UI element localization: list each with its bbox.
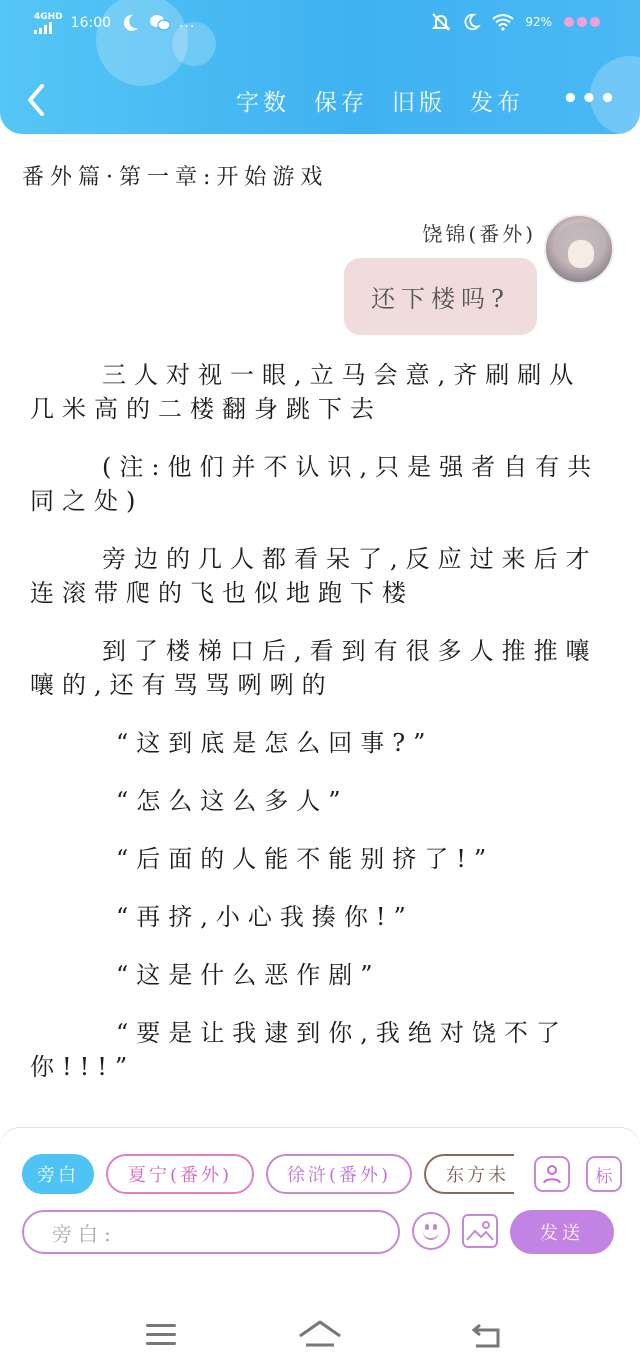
word-count-button[interactable]: 字数 — [236, 90, 290, 116]
picture-glyph — [464, 1216, 496, 1246]
signal-icon — [34, 22, 63, 34]
more-menu-button[interactable]: ••• — [562, 84, 618, 114]
wifi-icon — [491, 13, 515, 31]
story-quote: “要是让我逮到你,我绝对饶不了你!!!” — [30, 1019, 568, 1081]
chapter-title: 番外篇·第一章:开始游戏 — [22, 165, 329, 190]
character-chip[interactable]: 东方未 — [424, 1154, 514, 1194]
story-quote: “后面的人能不能别挤了!” — [116, 845, 495, 873]
network-type: 4GHD — [34, 11, 63, 22]
emoji-icon[interactable] — [412, 1212, 450, 1250]
story-quote: “怎么这么多人” — [116, 787, 349, 815]
image-icon[interactable] — [462, 1214, 498, 1248]
wechat-icon — [149, 13, 171, 33]
app-header — [0, 0, 640, 134]
character-selector — [22, 1154, 514, 1194]
person-icon — [540, 1162, 564, 1186]
moon-icon — [119, 12, 141, 34]
dnd-moon-icon — [461, 12, 481, 32]
story-body — [30, 358, 610, 1108]
back-icon[interactable] — [22, 80, 52, 120]
character-chip[interactable]: 徐浒(番外) — [266, 1154, 412, 1194]
story-paragraph: 到了楼梯口后,看到有很多人推推嚷嚷的,还有骂骂咧咧的 — [30, 637, 598, 699]
save-button[interactable]: 保存 — [314, 90, 368, 116]
send-button[interactable]: 发送 — [510, 1210, 614, 1254]
system-nav-bar — [0, 1298, 640, 1372]
dialog-bubble[interactable]: 还下楼吗? — [344, 258, 537, 335]
story-quote: “再挤,小心我揍你!” — [116, 903, 414, 931]
tag-button[interactable]: 标 — [586, 1156, 622, 1192]
message-input[interactable]: 旁白: — [22, 1210, 400, 1254]
status-time: 16:00 — [70, 15, 112, 31]
story-paragraph: 三人对视一眼,立马会意,齐刷刷从几米高的二楼翻身跳下去 — [30, 361, 582, 423]
status-more: ... — [179, 15, 196, 31]
status-bar — [0, 0, 640, 50]
story-quote: “这是什么恶作剧” — [116, 961, 381, 989]
old-version-button[interactable]: 旧版 — [392, 90, 446, 116]
publish-button[interactable]: 发布 — [470, 90, 524, 116]
avatar[interactable] — [544, 214, 614, 284]
add-character-button[interactable] — [534, 1156, 570, 1192]
return-icon[interactable] — [470, 1322, 504, 1350]
character-chip-narrator[interactable]: 旁白 — [22, 1154, 94, 1194]
story-paragraph: (注:他们并不认识,只是强者自有共同之处) — [30, 453, 600, 515]
speaker-name: 饶锦(番外) — [422, 222, 536, 246]
character-chip[interactable]: 夏宁(番外) — [106, 1154, 254, 1194]
battery-percent: 92% — [525, 15, 552, 29]
story-paragraph: 旁边的几人都看呆了,反应过来后才连滚带爬的飞也似地跑下楼 — [30, 545, 598, 607]
top-nav — [0, 70, 640, 130]
mute-bell-icon — [431, 12, 451, 32]
composer-panel — [0, 1128, 640, 1298]
home-icon[interactable] — [298, 1318, 342, 1348]
battery-icon — [562, 15, 606, 29]
menu-icon[interactable] — [146, 1324, 176, 1346]
story-quote: “这到底是怎么回事?” — [116, 729, 434, 757]
network-indicator — [34, 13, 63, 34]
